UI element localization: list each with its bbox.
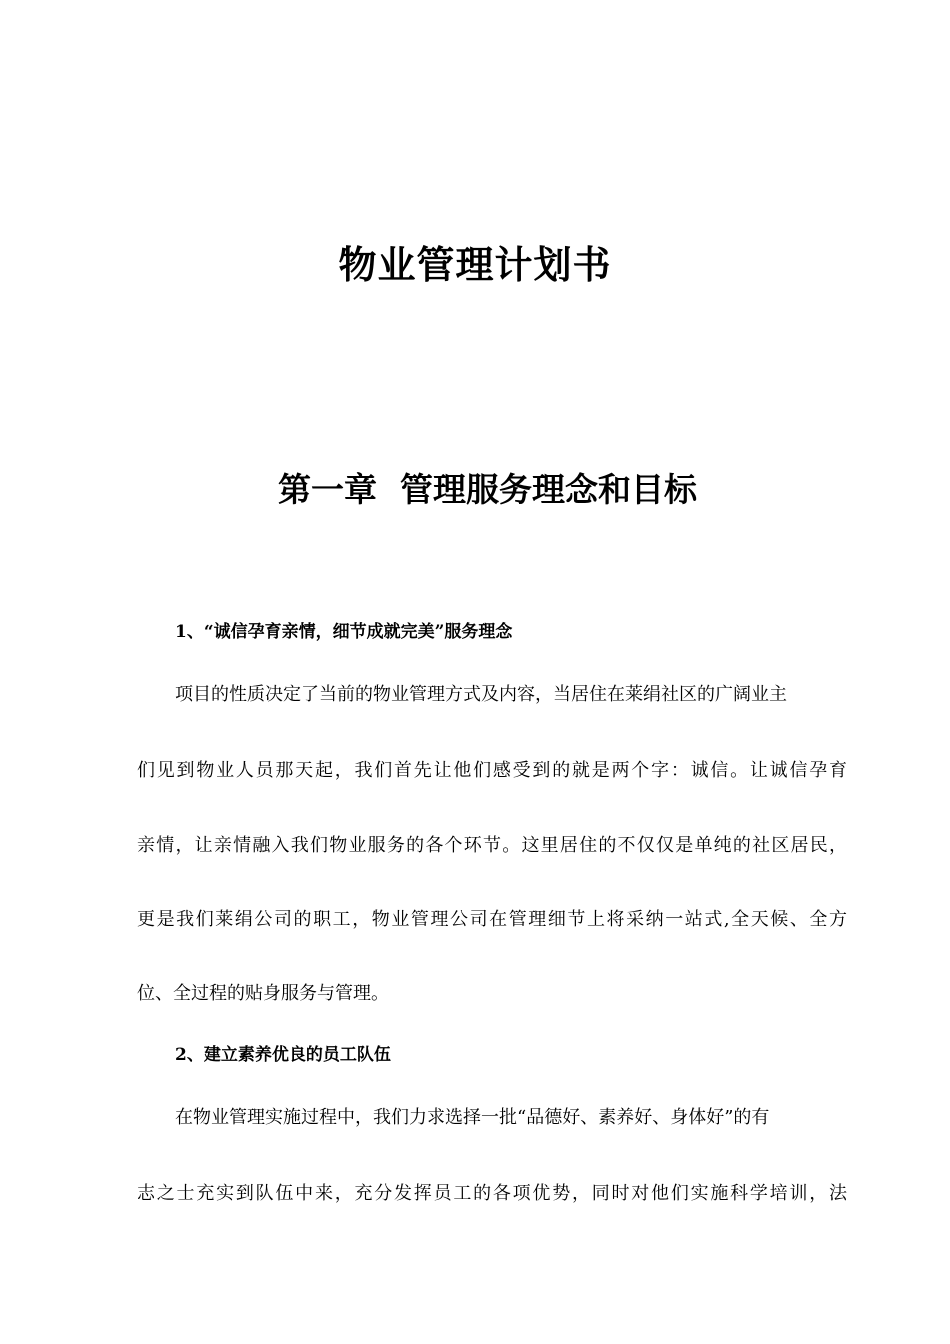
paragraph-line: 亲情，让亲情融入我们物业服务的各个环节。这里居住的不仅仅是单纯的社区居民， <box>137 835 847 856</box>
section-heading-2: 2、建立素养优良的员工队伍 <box>175 1045 391 1065</box>
paragraph-line: 位、全过程的贴身服务与管理。 <box>137 983 389 1004</box>
section-heading-1: 1、“诚信孕育亲情，细节成就完美”服务理念 <box>175 622 513 642</box>
paragraph-line: 在物业管理实施过程中，我们力求选择一批“品德好、素养好、身体好”的有 <box>175 1107 770 1128</box>
document-title: 物业管理计划书 <box>338 242 612 287</box>
paragraph-line: 项目的性质决定了当前的物业管理方式及内容，当居住在莱绢社区的广阔业主 <box>175 684 787 705</box>
paragraph-line: 志之士充实到队伍中来，充分发挥员工的各项优势，同时对他们实施科学培训，法 <box>137 1183 847 1204</box>
paragraph-line: 更是我们莱绢公司的职工，物业管理公司在管理细节上将采纳一站式,全天候、全方 <box>137 909 847 930</box>
chapter-title: 第一章 管理服务理念和目标 <box>278 470 697 509</box>
paragraph-line: 们见到物业人员那天起，我们首先让他们感受到的就是两个字：诚信。让诚信孕育 <box>137 760 847 781</box>
